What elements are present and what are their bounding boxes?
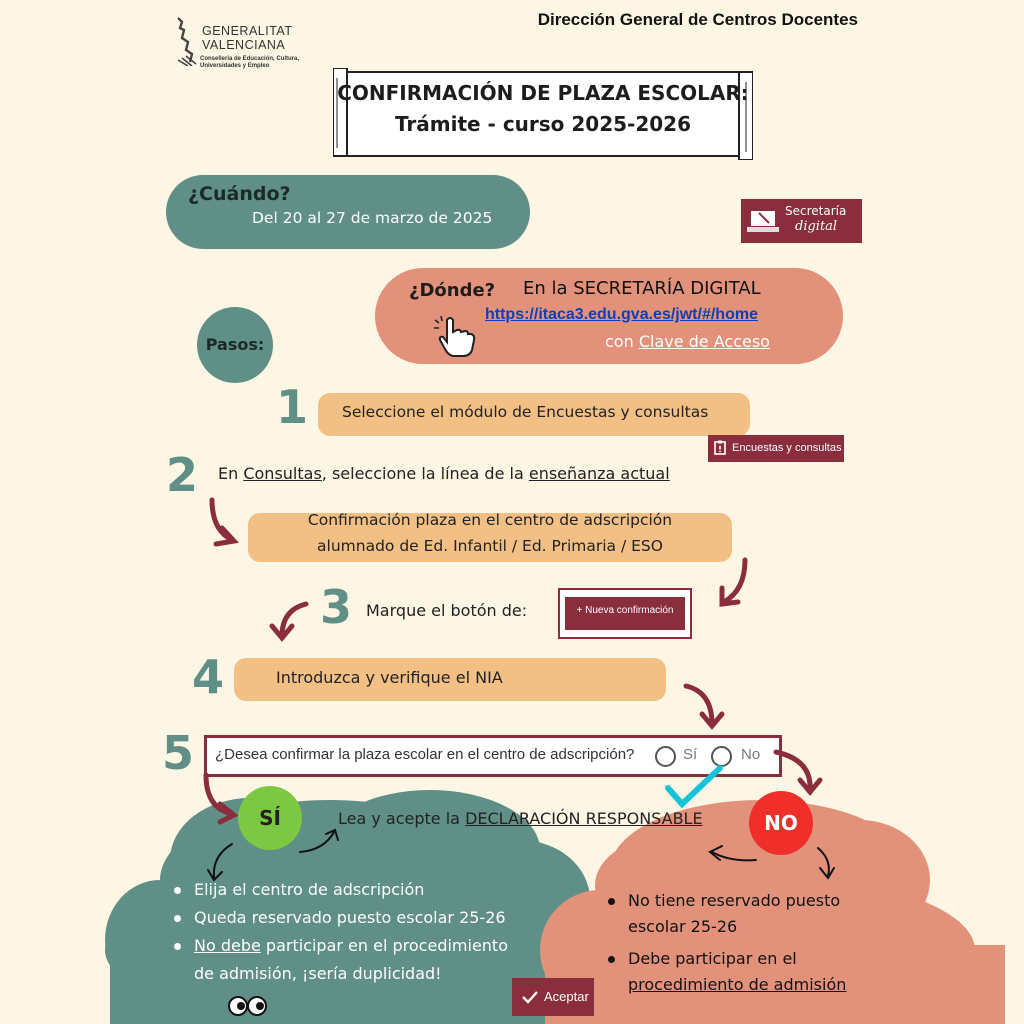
radio-yes[interactable] bbox=[655, 746, 676, 767]
yes-badge bbox=[238, 786, 302, 850]
step-1-number: 1 bbox=[276, 380, 309, 434]
yes-item-3: No debe participar en el procedimiento de admisión, ¡sería duplicidad! bbox=[172, 932, 508, 988]
confirm-question-box bbox=[204, 735, 782, 777]
yes-item-2: Queda reservado puesto escolar 25-26 bbox=[172, 904, 508, 932]
step-3-number: 3 bbox=[320, 580, 353, 634]
when-box bbox=[166, 175, 530, 249]
no-item-1: No tiene reservado puesto escolar 25-26 bbox=[606, 888, 846, 940]
step-4-text: Introduzca y verifique el NIA bbox=[276, 668, 503, 687]
nueva-confirmacion-label: + Nueva confirmación bbox=[576, 605, 674, 616]
secretaria-digital-badge bbox=[741, 199, 862, 243]
badge-line-1: Secretaría bbox=[785, 204, 847, 218]
steps-circle bbox=[197, 307, 273, 383]
banner-text bbox=[333, 78, 753, 140]
title-banner bbox=[333, 68, 753, 160]
confirm-question: ¿Desea confirmar la plaza escolar en el centro de adscripción? bbox=[215, 746, 635, 763]
nueva-confirmacion-button[interactable] bbox=[558, 588, 692, 639]
yes-list bbox=[172, 876, 508, 988]
where-box bbox=[375, 268, 843, 364]
declaracion-responsable-link: DECLARACIÓN RESPONSABLE bbox=[465, 809, 703, 828]
radio-yes-label: Sí bbox=[683, 746, 698, 763]
clave-acceso-link[interactable]: Clave de Acceso bbox=[638, 332, 770, 351]
radio-no-label: No bbox=[741, 746, 761, 763]
no-badge bbox=[749, 791, 813, 855]
laptop-icon bbox=[741, 199, 785, 243]
pointing-hand-icon bbox=[433, 316, 481, 358]
yes-badge-label: SÍ bbox=[259, 806, 281, 830]
clipboard-icon bbox=[714, 440, 726, 455]
when-dates: Del 20 al 27 de marzo de 2025 bbox=[252, 209, 493, 227]
declaration-text: Lea y acepte la DECLARACIÓN RESPONSABLE bbox=[338, 809, 703, 828]
banner-line-1: CONFIRMACIÓN DE PLAZA ESCOLAR: bbox=[337, 81, 749, 105]
checkmark-icon bbox=[522, 990, 538, 1004]
itaca-link[interactable]: https://itaca3.edu.gva.es/jwt/#/home bbox=[485, 306, 758, 323]
step-1-box bbox=[318, 393, 750, 436]
aceptar-label: Aceptar bbox=[544, 989, 589, 1004]
no-badge-label: NO bbox=[764, 811, 798, 835]
encuestas-consultas-button[interactable] bbox=[708, 435, 844, 462]
banner-line-2: Trámite - curso 2025-2026 bbox=[394, 112, 692, 136]
logo-text-1: GENERALITAT VALENCIANA bbox=[202, 24, 293, 52]
step-2-option-line-1: Confirmación plaza en el centro de adscripción bbox=[307, 511, 673, 529]
step-2-option-line-2: alumnado de Ed. Infantil / Ed. Primaria / ESO bbox=[317, 537, 663, 555]
coat-of-arms-icon bbox=[174, 16, 198, 66]
step-2-number: 2 bbox=[166, 448, 199, 502]
where-question: ¿Dónde? bbox=[409, 280, 496, 301]
where-place: En la SECRETARÍA DIGITAL bbox=[523, 278, 761, 299]
no-list bbox=[606, 888, 846, 998]
step-2-text: En Consultas, seleccione la línea de la enseñanza actual bbox=[218, 464, 670, 483]
step-2-option-box bbox=[248, 513, 732, 562]
department-title: Dirección General de Centros Docentes bbox=[537, 10, 858, 29]
generalitat-logo bbox=[172, 16, 312, 78]
no-item-2: Debe participar en el procedimiento de admisión bbox=[606, 946, 846, 998]
step-3-text: Marque el botón de: bbox=[366, 601, 528, 620]
steps-label: Pasos: bbox=[205, 335, 265, 354]
yes-item-1: Elija el centro de adscripción bbox=[172, 876, 508, 904]
logo-subtitle: Conselleria de Educación, Cultura, Universidades y Empleo bbox=[200, 56, 300, 69]
access-key-line: con Clave de Acceso bbox=[605, 332, 770, 351]
when-question: ¿Cuándo? bbox=[188, 183, 291, 205]
step-1-text: Seleccione el módulo de Encuestas y consultas bbox=[342, 403, 709, 421]
badge-line-2: digital bbox=[795, 219, 838, 234]
step-4-number: 4 bbox=[192, 650, 225, 704]
radio-no[interactable] bbox=[711, 746, 732, 767]
encuestas-button-label: Encuestas y consultas bbox=[732, 442, 842, 454]
step-4-box bbox=[234, 658, 666, 701]
aceptar-button[interactable] bbox=[512, 978, 594, 1016]
step-5-number: 5 bbox=[162, 726, 195, 780]
